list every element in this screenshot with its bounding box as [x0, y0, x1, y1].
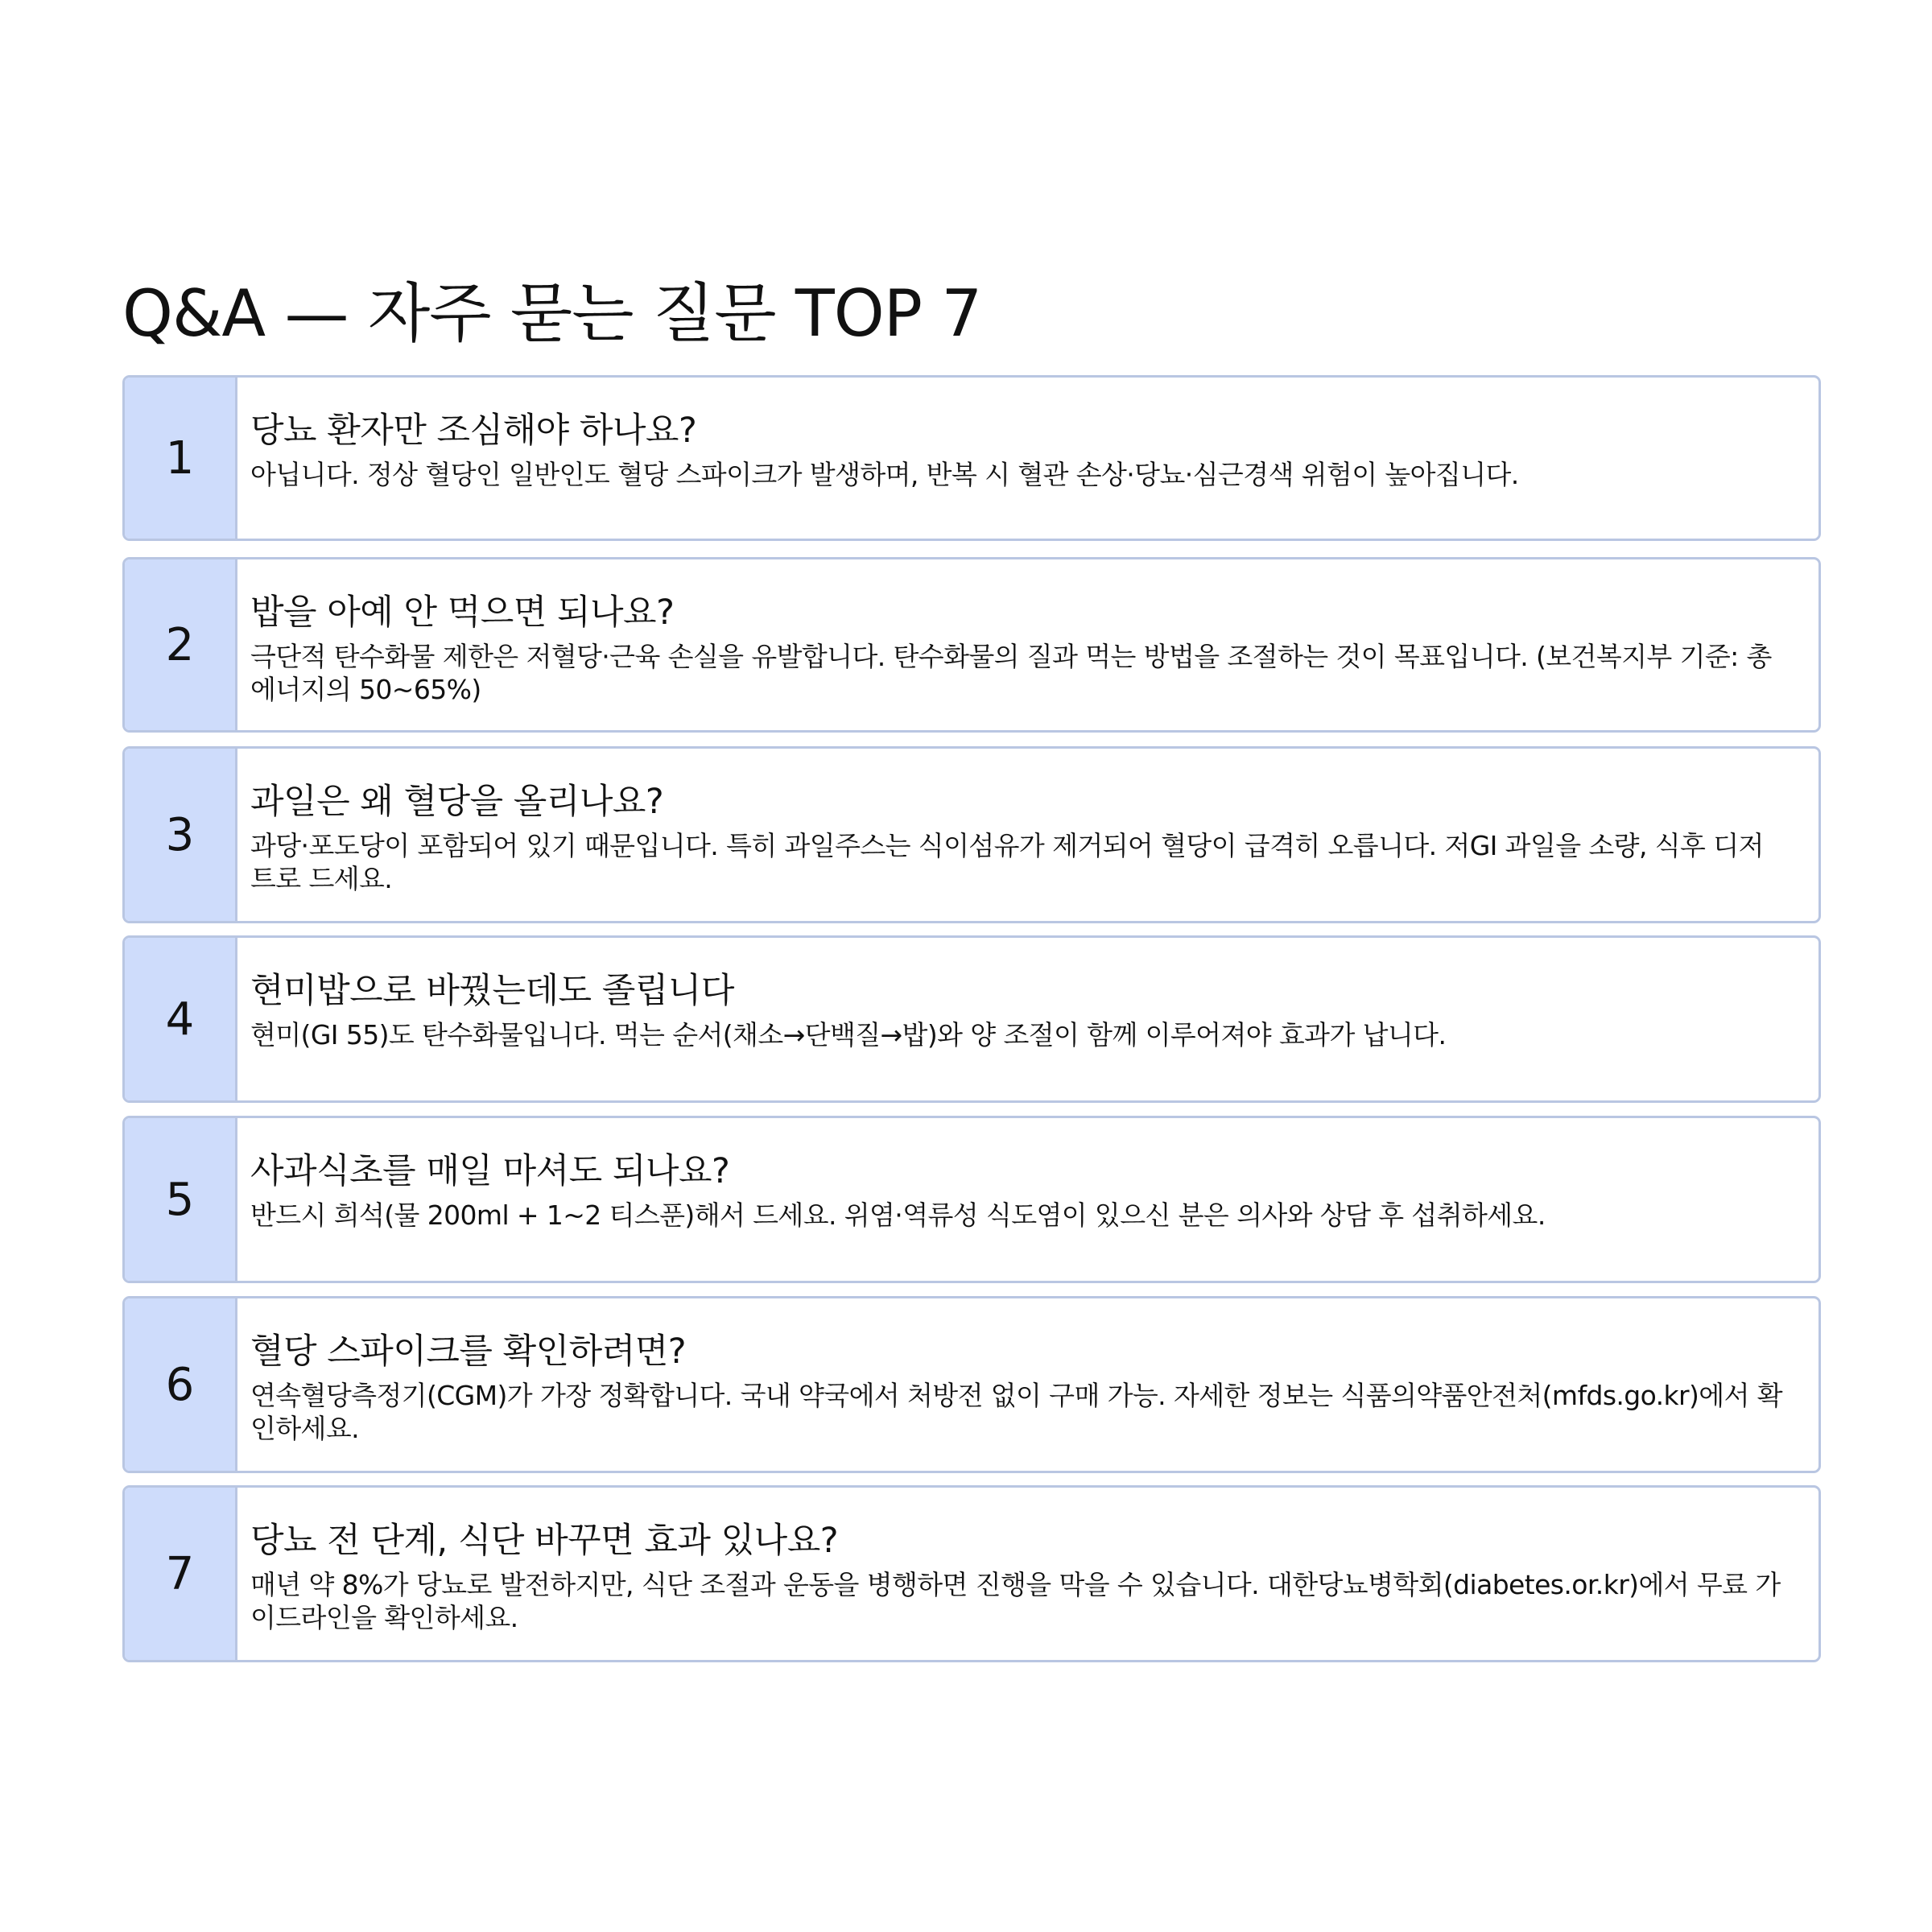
faq-content [250, 967, 1786, 1051]
faq-number: 1 [125, 378, 237, 539]
faq-item-2 [122, 557, 1821, 733]
faq-number: 5 [125, 1118, 237, 1281]
faq-item-4 [122, 935, 1821, 1103]
faq-content [250, 407, 1786, 491]
faq-content [250, 778, 1786, 895]
faq-question: 당뇨 전 단계, 식단 바꾸면 효과 있나요? [250, 1521, 839, 1561]
faq-number: 3 [125, 749, 237, 921]
faq-question: 밥을 아예 안 먹으면 되나요? [250, 592, 675, 633]
faq-question: 당뇨 환자만 조심해야 하나요? [250, 411, 697, 451]
faq-answer: 아닙니다. 정상 혈당인 일반인도 혈당 스파이크가 발생하며, 반복 시 혈관 손상·당뇨·심근경색 위험이 높아집니다. [250, 459, 1519, 490]
faq-question: 현미밥으로 바꿨는데도 졸립니다 [250, 971, 734, 1011]
faq-question: 혈당 스파이크를 확인하려면? [250, 1331, 687, 1372]
faq-question: 사과식초를 매일 마셔도 되나요? [250, 1151, 730, 1191]
faq-answer: 과당·포도당이 포함되어 있기 때문입니다. 특히 과일주스는 식이섬유가 제거되어 혈당이 급격히 오릅니다. 저GI 과일을 소량, 식후 디저트로 드세요. [250, 830, 1764, 894]
faq-answer: 극단적 탄수화물 제한은 저혈당·근육 손실을 유발합니다. 탄수화물의 질과 먹는 방법을 조절하는 것이 목표입니다. (보건복지부 기준: 총 에너지의 50~65%) [250, 641, 1772, 705]
faq-content [250, 1517, 1786, 1634]
faq-answer: 반드시 희석(물 200ml + 1~2 티스푼)해서 드세요. 위염·역류성 식도염이 있으신 분은 의사와 상담 후 섭취하세요. [250, 1199, 1546, 1231]
faq-number: 2 [125, 559, 237, 730]
faq-item-7 [122, 1485, 1821, 1662]
faq-item-6 [122, 1296, 1821, 1473]
faq-answer: 현미(GI 55)도 탄수화물입니다. 먹는 순서(채소→단백질→밥)와 양 조절이 함께 이루어져야 효과가 납니다. [250, 1019, 1447, 1051]
page-title: Q&A — 자주 묻는 질문 TOP 7 [122, 276, 982, 351]
faq-number: 4 [125, 938, 237, 1100]
faq-answer: 연속혈당측정기(CGM)가 가장 정확합니다. 국내 약국에서 처방전 없이 구매 가능. 자세한 정보는 식품의약품안전처(mfds.go.kr)에서 확인하세요. [250, 1380, 1783, 1444]
faq-number: 6 [125, 1298, 237, 1471]
faq-question: 과일은 왜 혈당을 올리나요? [250, 782, 664, 822]
faq-answer: 매년 약 8%가 당뇨로 발전하지만, 식단 조절과 운동을 병행하면 진행을 막을 수 있습니다. 대한당뇨병학회(diabetes.or.kr)에서 무료 가이드라인을 확인하세요. [250, 1569, 1781, 1633]
faq-content [250, 1147, 1786, 1232]
faq-item-5 [122, 1116, 1821, 1283]
faq-content [250, 1327, 1786, 1445]
faq-number: 7 [125, 1488, 237, 1660]
faq-content [250, 588, 1786, 706]
faq-item-1 [122, 375, 1821, 541]
faq-item-3 [122, 746, 1821, 923]
